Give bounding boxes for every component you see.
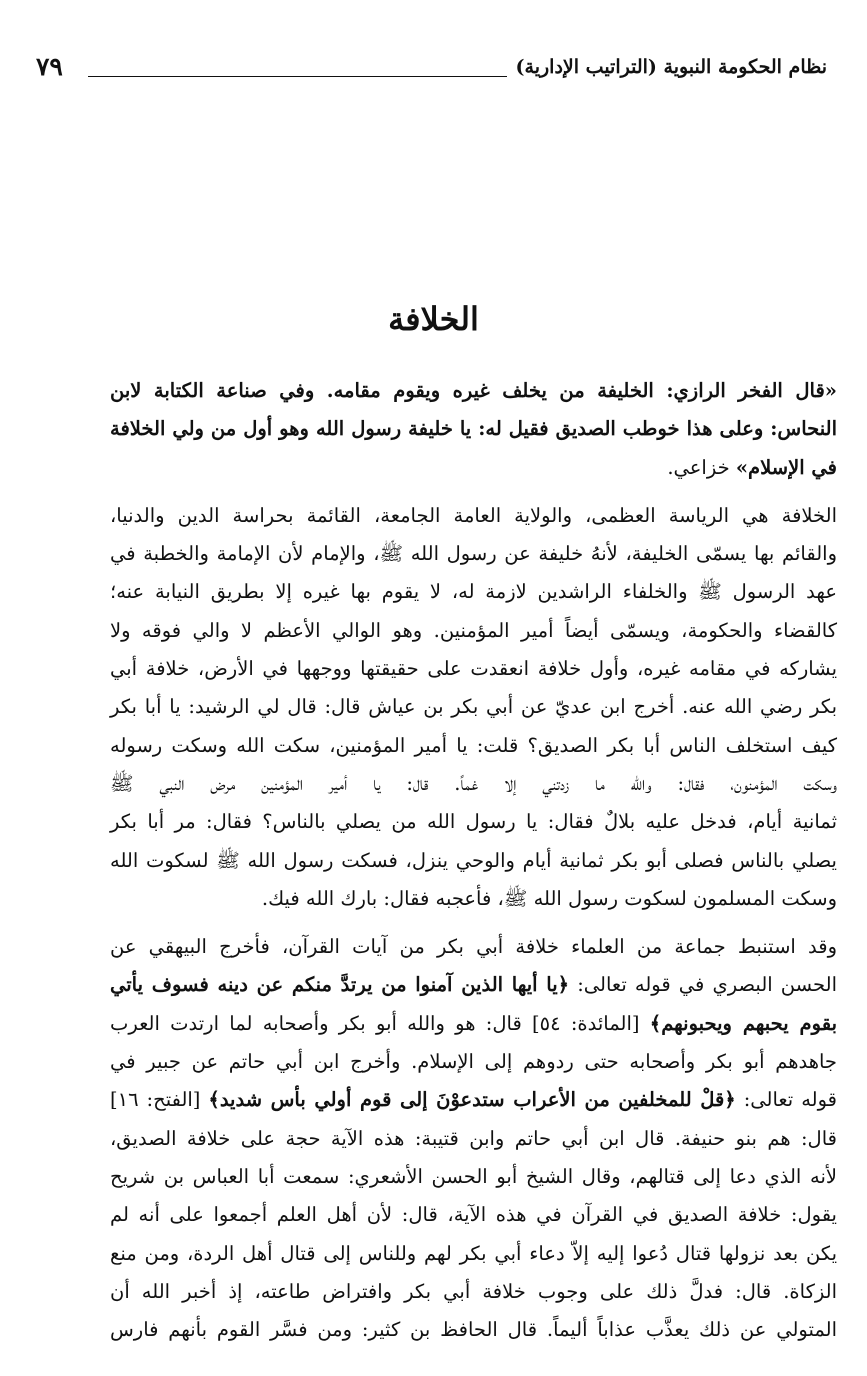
text-segment: المتولي عن ذلك يعذَّب عذاباً أليماً. قال الحافظ بن كثير: ومن فسَّر القوم بأنهم فارس	[110, 1318, 837, 1342]
text-line	[110, 765, 837, 803]
text-line	[110, 880, 837, 918]
text-segment: الخلافة هي الرياسة العظمى، والولاية العامة الجامعة، القائمة بحراسة الدين والدنيا،	[110, 503, 837, 527]
text-line	[110, 688, 837, 726]
bold-text-segment: «قال الفخر الرازي: الخليفة من يخلف غيره ويقوم مقامه. وفي صناعة الكتابة لابن	[110, 379, 837, 402]
text-segment: ثمانية أيام، فدخل عليه بلالٌ فقال: يا رسول الله من يصلي بالناس؟ فقال: مر أبا بكر	[110, 810, 837, 834]
text-line	[110, 1158, 837, 1196]
text-line	[110, 842, 837, 880]
text-segment: يشاركه في مقامه غيره، وأول خلافة انعقدت على حقيقتها ووجهها في الأرض، خلافة أبي	[110, 657, 837, 681]
text-line	[110, 650, 837, 688]
text-line	[110, 1005, 837, 1043]
text-segment: عهد الرسول ﷺ والخلفاء الراشدين لازمة له، لا يقوم بها غيره إلا بطريق النيابة عنه؛	[110, 580, 837, 604]
text-segment: الحسن البصري في قوله تعالى:	[569, 973, 837, 997]
text-segment: وقد استنبط جماعة من العلماء خلافة أبي بكر من آيات القرآن، فأخرج البيهقي عن	[110, 935, 837, 959]
text-segment: وسكت المسلمون لسكوت رسول الله ﷺ، فأعجبه فقال: بارك الله فيك.	[261, 886, 837, 910]
text-segment: والقائم بها يسمّى الخليفة، لأنهُ خليفة عن رسول الله ﷺ، والإمام لأن الإمامة والخطبة في	[110, 542, 837, 566]
text-segment: قال: هم بنو حنيفة. قال ابن أبي حاتم وابن قتيبة: هذه الآية حجة على خلافة الصديق،	[110, 1126, 837, 1150]
text-line	[110, 803, 837, 841]
text-segment: لأنه الذي دعا إلى قتالهم، وقال الشيخ أبو الحسن الأشعري: سمعت أبا العباس بن شريح	[110, 1164, 837, 1188]
text-segment: خزاعي.	[667, 455, 736, 479]
text-segment: وسكت المؤمنون، فقال: والله ما زدتني إلا غماً. قال: يا أمير المؤمنين مرض النبي ﷺ	[110, 771, 837, 795]
text-line	[110, 1273, 837, 1311]
bold-text-segment: ﴿يا أيها الذين آمنوا من يرتدَّ منكم عن دينه فسوف يأتي	[110, 973, 570, 997]
header-rule	[88, 76, 507, 77]
text-line	[110, 1120, 837, 1158]
bold-text-segment: بقوم يحبهم ويحبونهم﴾	[649, 1011, 837, 1035]
text-segment: كالقضاء والحكومة، ويسمّى أيضاً أمير المؤمنين. وهو الوالي الأعظم لا والي فوقه ولا	[110, 618, 837, 642]
text-line	[110, 535, 837, 573]
text-line	[110, 727, 837, 765]
text-segment: يكن بعد نزولها قتال دُعوا إليه إلاّ دعاء أبي بكر لهم وللناس إلى قتال أهل الردة، ومن منع	[110, 1241, 837, 1265]
text-line	[110, 966, 837, 1004]
text-line	[110, 449, 837, 487]
running-title: نظام الحكومة النبوية (التراتيب الإدارية)	[515, 56, 827, 78]
text-segment: يقول: خلافة الصديق في القرآن في هذه الآية، قال: لأن أهل العلم أجمعوا على أنه لم	[110, 1203, 837, 1227]
text-line	[110, 372, 837, 410]
text-line	[110, 612, 837, 650]
bold-text-segment: ﴿قلْ للمخلفين من الأعراب ستدعوْنَ إلى قوم أولي بأس شديد﴾	[208, 1088, 736, 1112]
body-text	[110, 372, 837, 1349]
text-line	[110, 1311, 837, 1349]
bold-text-segment: في الإسلام»	[735, 455, 837, 479]
text-line	[110, 1235, 837, 1273]
text-line	[110, 410, 837, 448]
text-segment: [المائدة: ٥٤] قال: هو والله أبو بكر وأصحابه لما ارتدت العرب	[110, 1011, 650, 1035]
text-line	[110, 1043, 837, 1081]
text-segment: بكر رضي الله عنه. أخرج ابن عديّ عن أبي بكر بن عياش قال: قال لي الرشيد: يا أبا بكر	[110, 695, 837, 719]
text-line	[110, 497, 837, 535]
text-line	[110, 1081, 837, 1119]
text-segment: كيف استخلف الناس أبا بكر الصديق؟ قلت: يا أمير المؤمنين، سكت الله وسكت رسوله	[110, 733, 837, 757]
text-segment: قوله تعالى:	[735, 1088, 837, 1112]
text-segment: يصلي بالناس فصلى أبو بكر ثمانية أيام والوحي ينزل، فسكت رسول الله ﷺ لسكوت الله	[110, 848, 837, 872]
text-line	[110, 1196, 837, 1234]
text-segment: الزكاة. قال: فدلَّ ذلك على وجوب خلافة أبي بكر وافتراض طاعته، إذ أخبر الله أن	[110, 1279, 837, 1303]
text-line	[110, 573, 837, 611]
bold-text-segment: النحاس: وعلى هذا خوطب الصديق فقيل له: يا خليفة رسول الله وهو أول من ولي الخلافة	[110, 417, 837, 441]
text-line	[110, 928, 837, 966]
text-segment: [الفتح: ١٦]	[110, 1088, 209, 1112]
text-segment: جاهدهم أبو بكر وأصحابه حتى ردوهم إلى الإسلام. وأخرج ابن أبي حاتم عن جبير في	[110, 1050, 837, 1074]
chapter-title: الخلافة	[388, 300, 479, 338]
page-number: ٧٩	[36, 52, 63, 81]
